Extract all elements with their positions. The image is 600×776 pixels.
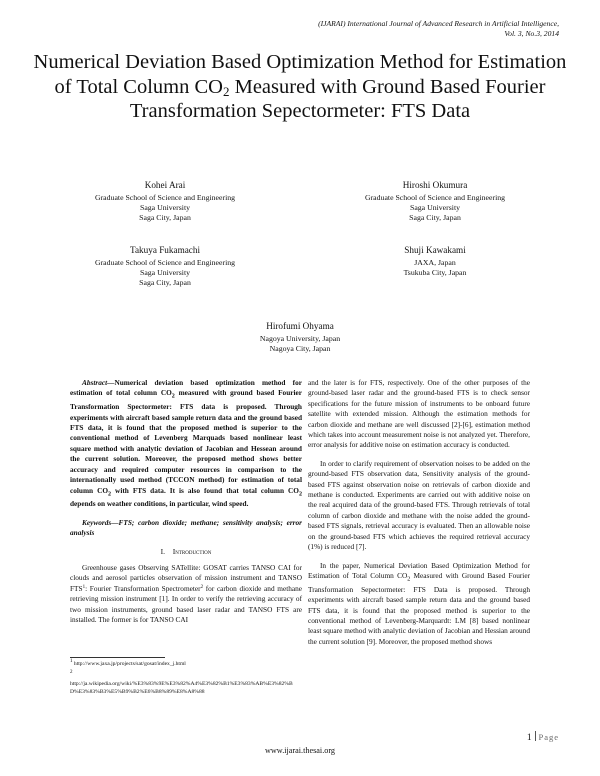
footnote-number: 1: [70, 659, 73, 664]
footer-url[interactable]: www.ijarai.thesai.org: [264, 746, 336, 755]
section-numeral: I.: [160, 546, 166, 556]
keywords: [70, 518, 302, 539]
author-affiliation: Saga University: [139, 268, 191, 277]
journal-header-line-2: Vol. 3, No.3, 2014: [504, 29, 559, 38]
author-affiliation: Saga City, Japan: [139, 278, 191, 287]
intro-paragraph: [70, 563, 302, 625]
page-number: [527, 731, 559, 743]
abstract-subscript: 2: [108, 490, 112, 497]
author-name: Hiroshi Okumura: [402, 180, 468, 190]
author-affiliation: Graduate School of Science and Engineering: [364, 193, 506, 202]
author-block: [330, 245, 540, 278]
title-text-part-2: Measured with Ground Based Fourier Transformation Sepectormeter: FTS Data: [129, 75, 546, 122]
author-block: [60, 180, 270, 223]
author-affiliation: Nagoya University, Japan: [259, 334, 341, 343]
abstract: [70, 378, 302, 510]
author-affiliation: Tsukuba City, Japan: [403, 268, 467, 277]
abstract-subscript: 2: [171, 393, 175, 400]
author-affiliation: Saga City, Japan: [139, 213, 191, 222]
body-text: In the paper, Numerical Deviation Based Optimization Method for Estimation of Total Column CO: [308, 560, 530, 580]
abstract-text: Numerical deviation based optimization method for estimation of total column CO: [70, 378, 302, 398]
footnote-2-number: [70, 672, 300, 680]
abstract-text: with FTS data. It is also found that total column CO: [111, 485, 299, 495]
intro-text: Greenhouse gases Observing SATellite: GOSAT carries TANSO CAI for clouds and aerosol particles observation of mission instrument and TANSO FTS: [70, 563, 302, 593]
journal-header-line-1: (IJARAI) International Journal of Advanced Research in Artificial Intelligence,: [318, 19, 559, 28]
author-block: [330, 180, 540, 223]
keywords-label: Keywords—: [82, 517, 119, 527]
page-label: Page: [538, 732, 559, 742]
body-paragraph: and the later is for FTS, respectively. One of the other purposes of the ground-based laser radar and the ground-based FTS is to check sensor specifications for the future mission of instruments to be onboard future satellite with extended mission. Although the estimation methods for carbon dioxide and methane are well discussed [2]-[6], estimation method which takes into account measurement noise is not analyzed yet. Therefore, error analysis for additive noise on estimation accuracy is conducted.: [308, 378, 530, 450]
left-column: [70, 378, 302, 633]
footnote-1: [70, 661, 300, 669]
section-title: Introduction: [172, 546, 212, 556]
footnote-ref-2[interactable]: 2: [200, 584, 204, 590]
body-paragraph: In order to clarify requirement of observation noises to be added on the ground-based FTS observation data, Sensitivity analysis of the ground-based FTS against observation noise on retrievals of carbon dioxide and methane is conducted. Experiments are carried out with additive noise on the real acquired data of the ground-based FTS. Through retrievals of total column of carbon dioxide and methane with the noise added the ground-based FTS signals, retrieval accuracy is evaluated. Then an allowable noise on the ground-based FTS which achieves the required retrieval accuracy (1%) is reduced [7].: [308, 458, 530, 552]
author-name: Kohei Arai: [144, 180, 186, 190]
abstract-text: depends on weather conditions, in particular, wind speed.: [70, 499, 249, 509]
intro-text: : Fourier Transformation Spectrometer: [85, 583, 201, 593]
author-block: [60, 245, 270, 288]
body-paragraph: [308, 561, 530, 648]
abstract-text: measured with ground based Fourier Transformation Spectormeter: FTS data is proposed. Through experiments with aircraft based sample return data and the ground based FTS data, it is found that the proposed method is superior to the conventional method of Levenberg Marquads based nonlinear least square method with analytic deviation of Jacobian and Hessean around the current solution. Moreover, the proposed method shows better accuracy and required computer resources in comparison to the internationally used method (TCCON method) for estimation of total column CO: [70, 388, 302, 495]
footnote-number: 2: [70, 670, 73, 675]
body-text: Measured with Ground Based Fourier Transformation Sepectormeter: FTS Data is proposed. Through experiments with aircraft based sample return data and the ground based FTS data, it is found that the proposed method is superior to the conventional method of Levenberg-Marquardt: LM [8] based nonlinear least square method with analytic deviation of Jacobian and Hessian around the current solution [9]. Moreover, the proposed method shows: [308, 570, 530, 646]
right-column: [308, 378, 530, 655]
author-affiliation: Graduate School of Science and Engineering: [94, 258, 236, 267]
title-subscript: 2: [222, 83, 230, 99]
author-name: Hirofumi Ohyama: [266, 321, 334, 331]
author-block: [195, 321, 405, 354]
author-affiliation: Saga University: [409, 203, 461, 212]
author-affiliation: Graduate School of Science and Engineering: [94, 193, 236, 202]
author-affiliation: Saga City, Japan: [409, 213, 461, 222]
author-affiliation: Saga University: [139, 203, 191, 212]
paper-title: [30, 50, 570, 124]
page-divider: [535, 731, 536, 741]
intro-text: for carbon dioxide and methane retrieving mission instrument [1]. In order to verify the retrieving accuracy of two mission instruments, ground based laser radar and TANSO FTS are installed. The former is for TANSO CAI: [70, 583, 302, 625]
abstract-label: Abstract: [82, 378, 108, 387]
abstract-dash: —: [107, 378, 115, 387]
title-text-part-1: Numerical Deviation Based Optimization Method for Estimation of Total Column CO: [33, 51, 567, 98]
abstract-subscript: 2: [298, 490, 302, 497]
footnote-divider: [70, 657, 165, 658]
keywords-text: FTS; carbon dioxide; methane; sensitivity analysis; error analysis: [70, 517, 302, 538]
author-affiliation: Nagoya City, Japan: [269, 344, 331, 353]
author-name: Shuji Kawakami: [404, 245, 466, 255]
section-heading: [70, 547, 302, 557]
page-number-value: 1: [526, 733, 532, 743]
footnote-link[interactable]: http://www.jaxa.jp/projects/sat/gosat/index_j.html: [72, 661, 186, 667]
footnote-2: [70, 681, 300, 696]
author-affiliation: JAXA, Japan: [414, 258, 456, 267]
footnote-link[interactable]: http://ja.wikipedia.org/wiki/%E3%83%9E%E3%82%A4%E3%82%B1%E3%83%AB%E3%82%BD%E3%83%B3%E5%B9%B2%E6%B8%89%E8%A8%88: [70, 681, 293, 695]
author-name: Takuya Fukamachi: [129, 245, 201, 255]
body-subscript: 2: [407, 576, 411, 583]
footnote-ref-1[interactable]: 1: [82, 584, 86, 590]
